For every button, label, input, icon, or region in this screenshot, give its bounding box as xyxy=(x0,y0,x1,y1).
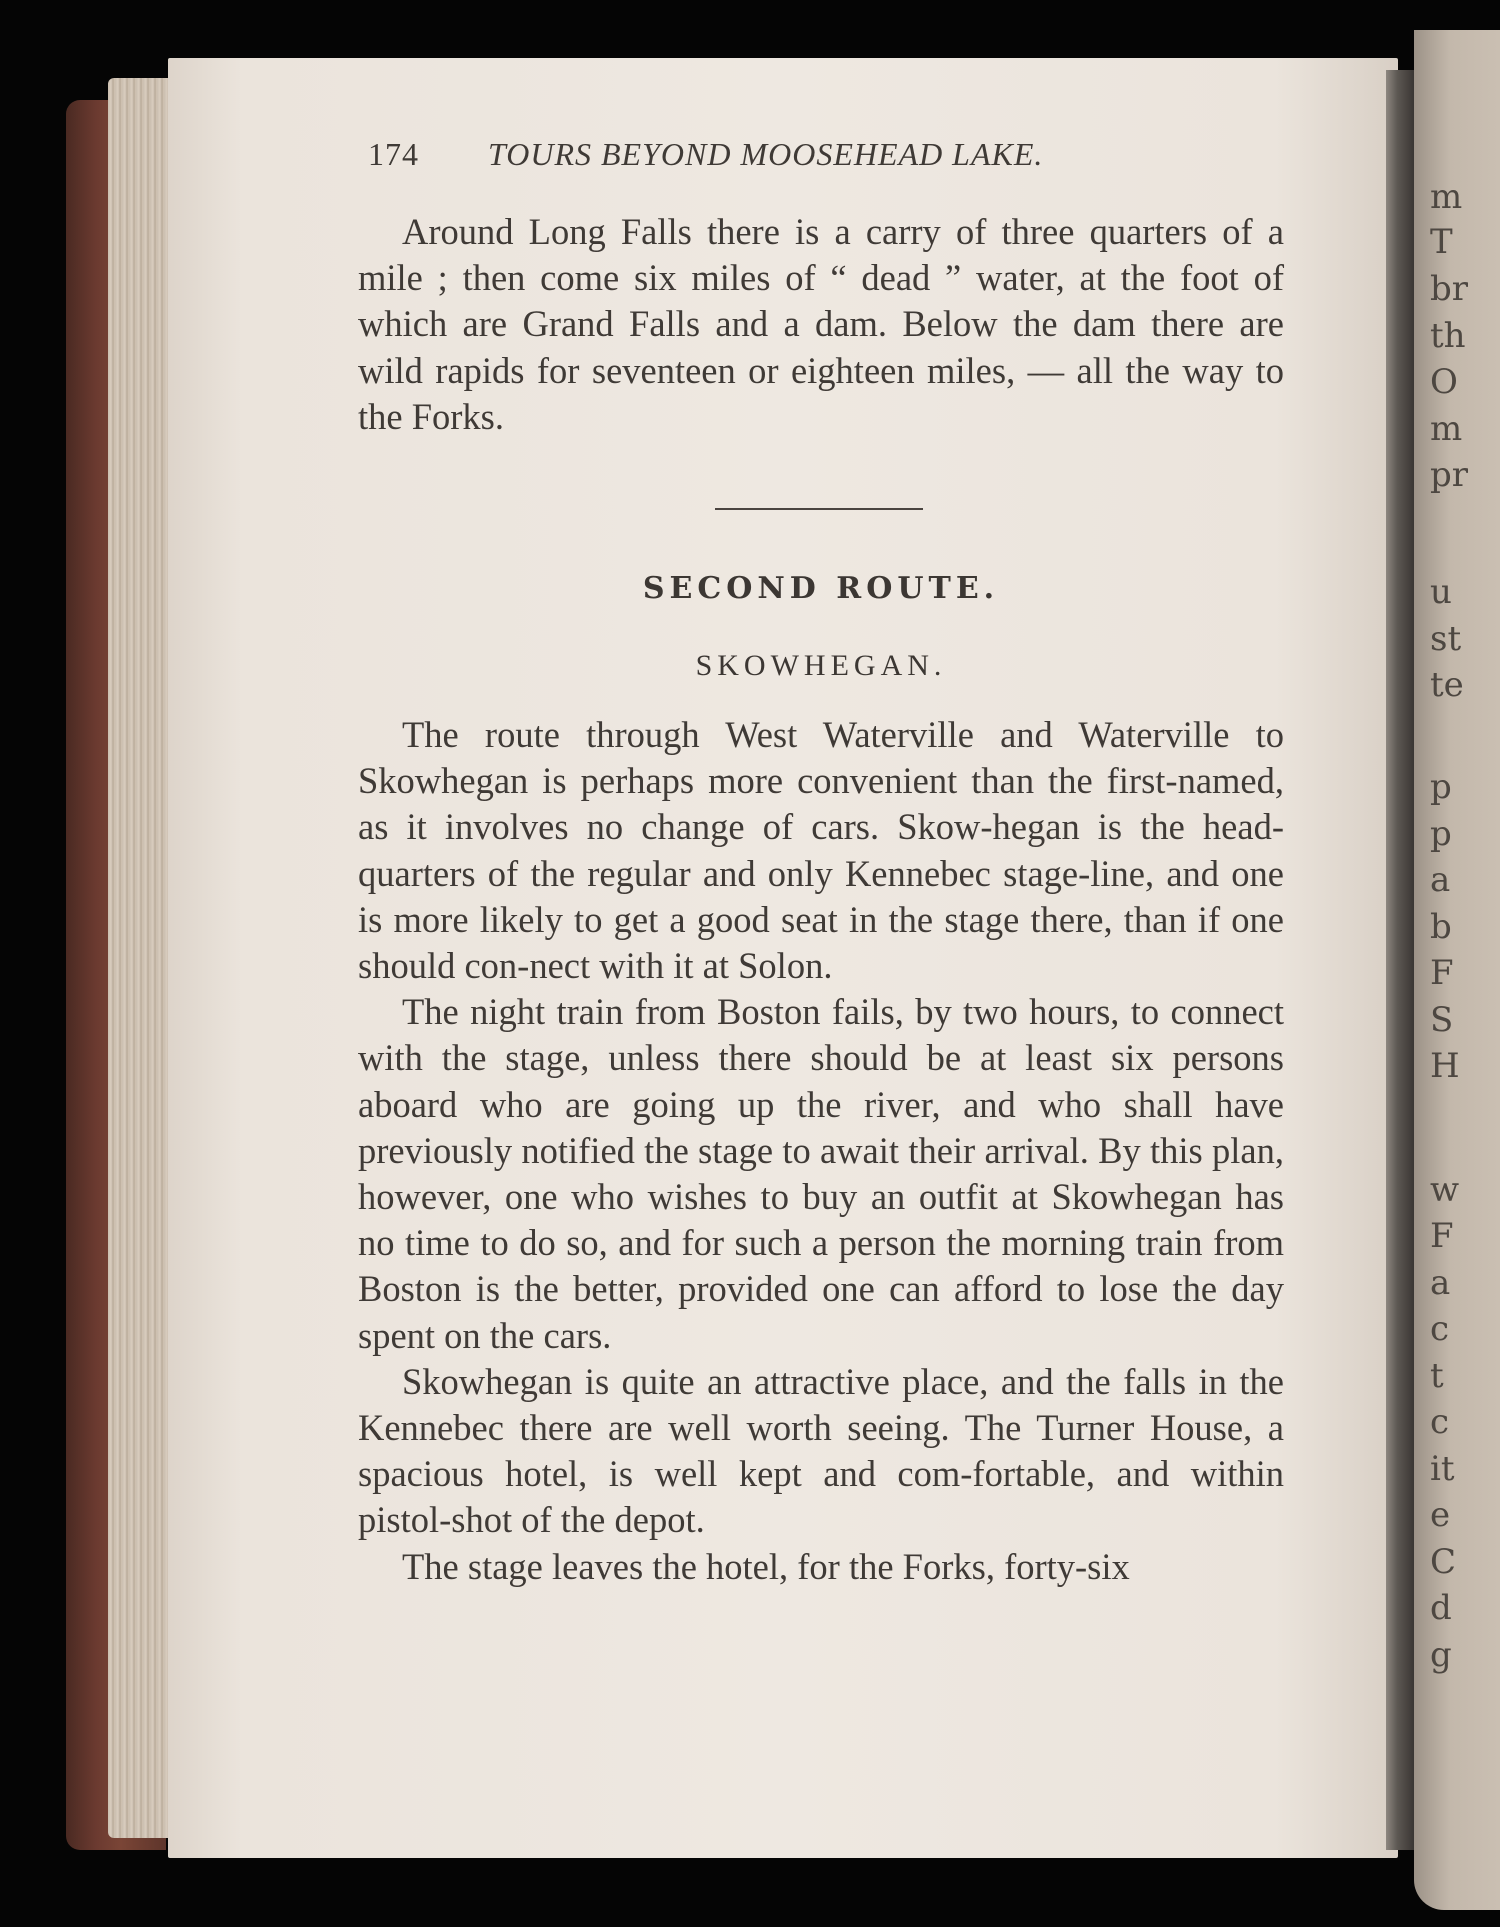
running-title: TOURS BEYOND MOOSEHEAD LAKE. xyxy=(488,136,1044,172)
section-divider xyxy=(715,508,923,510)
paragraph: The stage leaves the hotel, for the Forks, forty-six xyxy=(402,1545,1130,1587)
paragraph: Skowhegan is quite an attractive place, and the falls in the Kennebec there are well worth seeing. The Turner House, a spacious hotel, is well kept and com-fortable, and within pistol-shot of the depot. xyxy=(358,1360,1284,1541)
facing-fragment: a xyxy=(1430,860,1451,900)
facing-fragment: st xyxy=(1430,619,1462,659)
facing-fragment: w xyxy=(1430,1170,1460,1210)
facing-fragment: u xyxy=(1430,572,1452,612)
facing-fragment: F xyxy=(1430,1216,1454,1256)
page-number: 174 xyxy=(368,136,419,172)
facing-fragment: it xyxy=(1430,1449,1455,1489)
facing-fragment: a xyxy=(1430,1263,1451,1303)
paragraph: Around Long Falls there is a carry of three quarters of a mile ; then come six miles of “ dead ” water, at the foot of which are Grand Falls and a dam. Below the dam there are wild rapids for seventeen or eighteen miles, — all the way to the Forks. xyxy=(358,211,1284,437)
facing-fragment: t xyxy=(1430,1356,1444,1396)
facing-fragment: c xyxy=(1430,1402,1450,1442)
facing-fragment: m xyxy=(1430,177,1463,217)
subsection-heading: SKOWHEGAN. xyxy=(695,649,947,682)
intro-paragraph xyxy=(358,209,1284,440)
facing-fragment: T xyxy=(1430,222,1453,262)
facing-fragment: S xyxy=(1430,1000,1454,1040)
facing-fragment: F xyxy=(1430,953,1454,993)
facing-fragment: H xyxy=(1430,1046,1460,1086)
facing-fragment: g xyxy=(1430,1635,1452,1675)
facing-fragment: th xyxy=(1430,316,1466,356)
facing-fragment: b xyxy=(1430,907,1452,947)
facing-fragment: te xyxy=(1430,665,1464,705)
facing-fragment: p xyxy=(1430,767,1452,807)
facing-fragment: m xyxy=(1430,409,1463,449)
paragraph: The route through West Waterville and Waterville to Skowhegan is perhaps more convenient than the first-named, as it involves no change of cars. Skow-hegan is the head-quarters of the regular and only Kennebec stage-line, and one is more likely to get a good seat in the stage there, than if one should con-nect with it at Solon. xyxy=(358,714,1284,987)
facing-fragment: e xyxy=(1430,1495,1451,1535)
section-body xyxy=(358,712,1284,1590)
facing-fragment: O xyxy=(1430,362,1458,402)
facing-fragment: pr xyxy=(1430,455,1469,495)
book-gutter xyxy=(1386,70,1414,1850)
facing-fragment: c xyxy=(1430,1309,1450,1349)
facing-fragment: br xyxy=(1430,269,1469,309)
facing-fragment: d xyxy=(1430,1588,1452,1628)
facing-page xyxy=(1414,30,1500,1910)
paragraph: The night train from Boston fails, by two hours, to connect with the stage, unless there should be at least six persons aboard who are going up the river, and who shall have previously notified the stage to await their arrival. By this plan, however, one who wishes to buy an outfit at Skowhegan has no time to do so, and for such a person the morning train from Boston is the better, provided one can afford to lose the day spent on the cars. xyxy=(358,991,1284,1356)
facing-fragment: p xyxy=(1430,814,1452,854)
section-heading: SECOND ROUTE. xyxy=(642,571,1000,606)
facing-fragment: C xyxy=(1430,1542,1457,1582)
